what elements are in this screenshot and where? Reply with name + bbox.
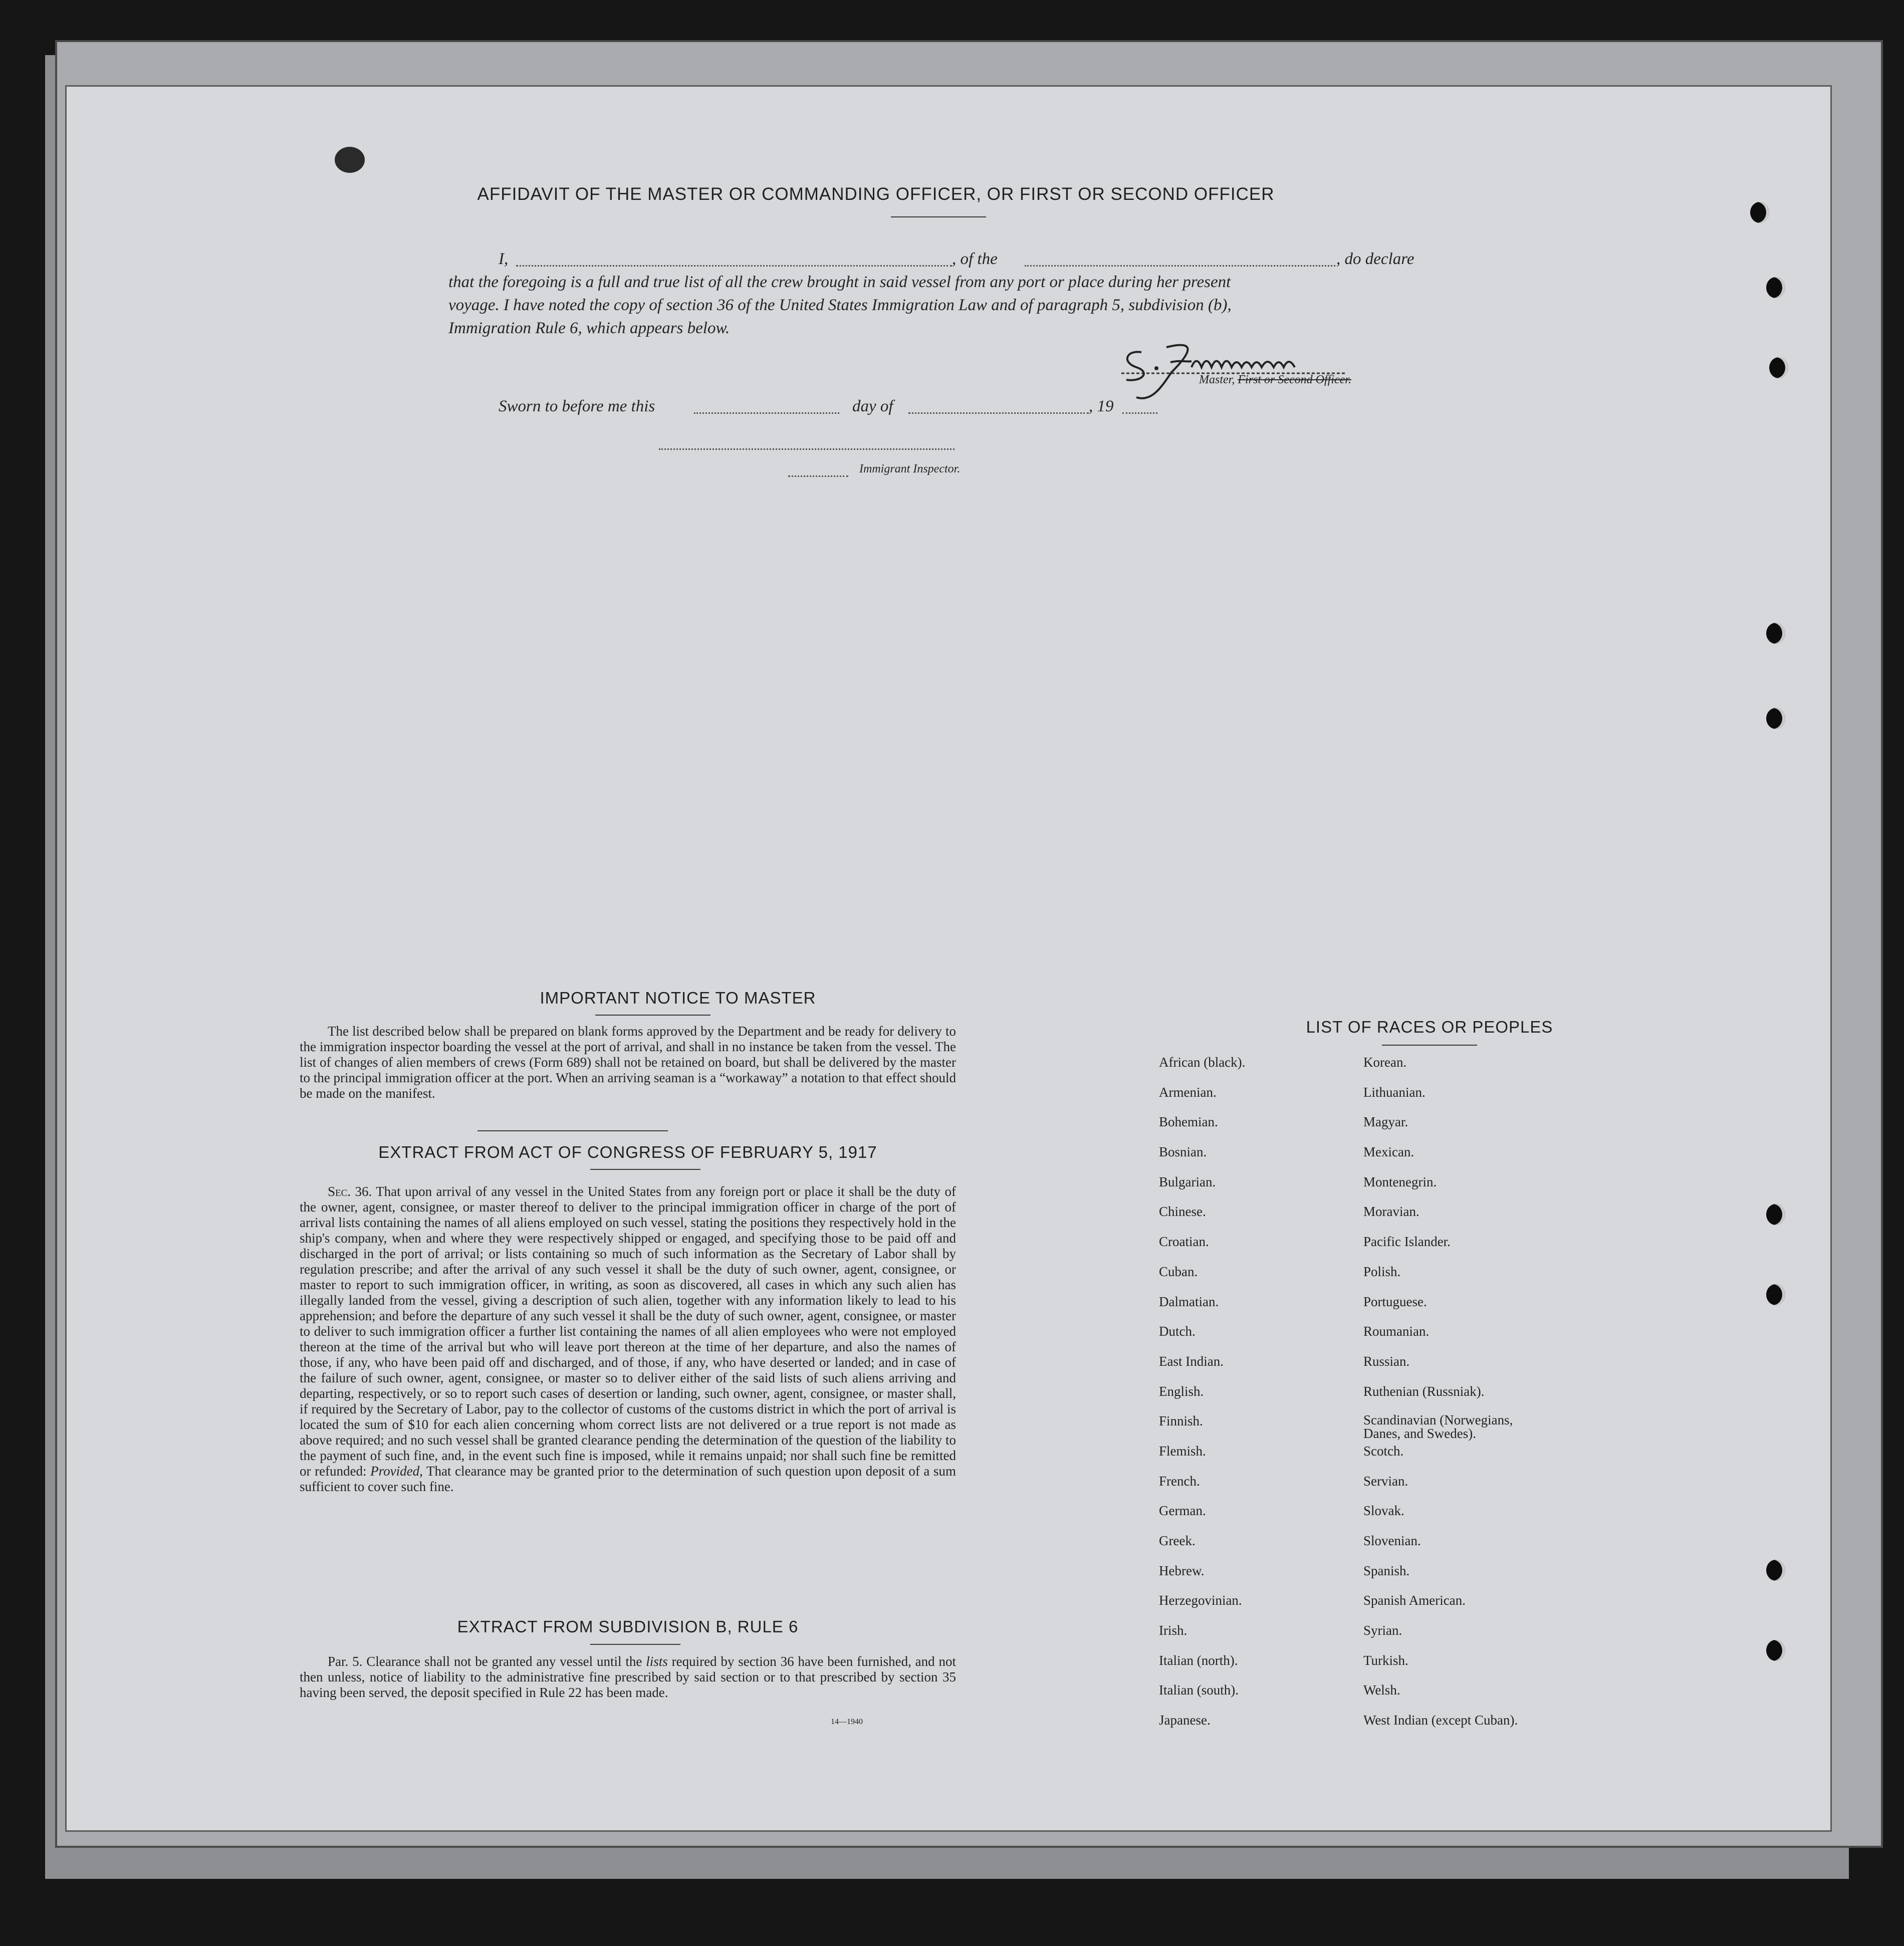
race-item: Spanish American. <box>1363 1593 1466 1608</box>
race-item: Portuguese. <box>1363 1294 1427 1309</box>
race-item: Herzegovinian. <box>1159 1593 1242 1608</box>
sworn-month-blank <box>908 412 1089 414</box>
struck-officer-label: First or Second Officer. <box>1238 373 1351 386</box>
races-left-column <box>1159 1055 1349 1743</box>
race-item: Russian. <box>1363 1353 1410 1369</box>
sworn-day-blank <box>694 412 839 414</box>
master-signature <box>1111 332 1362 397</box>
race-item: Dutch. <box>1159 1324 1196 1339</box>
race-item: Hebrew. <box>1159 1563 1205 1578</box>
race-item: French. <box>1159 1473 1200 1489</box>
race-item: Pacific Islander. <box>1363 1234 1451 1250</box>
race-item: Finnish. <box>1159 1413 1203 1429</box>
affidavit-line-4: Immigration Rule 6, which appears below. <box>448 319 730 337</box>
rule-text-block <box>300 1654 956 1700</box>
act-text-end: That clearance may be granted prior to the determination of such question upon deposit of a sum sufficient to cover such fine. <box>300 1464 957 1494</box>
binder-hole <box>1766 1560 1785 1581</box>
race-item: Moravian. <box>1363 1204 1419 1220</box>
sworn-label: Sworn to before me this <box>499 397 655 415</box>
races-right-column <box>1363 1055 1574 1743</box>
rule-text-a: Clearance shall not be granted any vessel until the <box>366 1654 642 1669</box>
race-item: East Indian. <box>1159 1353 1224 1369</box>
race-item: Bosnian. <box>1159 1144 1207 1160</box>
inspector-label: Immigrant Inspector. <box>859 462 961 475</box>
rule-text-b: required by section 36 have been furnished, and not then unless, notice of liability to the administrative fine prescribed by said section or to that prescribed by section 35 having been served, the deposit specified in Rule 22 has been made. <box>300 1654 957 1700</box>
of-the-label: , of the <box>952 250 998 268</box>
race-item: Lithuanian. <box>1363 1084 1425 1100</box>
inspector-signature-blank <box>659 448 955 450</box>
ink-stain <box>335 147 365 173</box>
binder-hole <box>1766 277 1785 298</box>
binder-hole <box>1750 202 1769 223</box>
sec-label: Sec. 36. <box>328 1184 372 1199</box>
races-divider <box>1382 1045 1477 1046</box>
act-title: EXTRACT FROM ACT OF CONGRESS OF FEBRUARY 5, 1917 <box>378 1143 877 1161</box>
provided-word: Provided, <box>370 1464 423 1479</box>
i-label: I, <box>499 250 509 268</box>
race-item: Slovak. <box>1363 1503 1404 1519</box>
race-item: Magyar. <box>1363 1114 1408 1130</box>
act-text-block <box>300 1184 956 1495</box>
rule-divider <box>590 1644 680 1645</box>
notice-text: The list described below shall be prepared on blank forms approved by the Department and be ready for delivery to the immigration inspector boarding the vessel at the port of arrival, and shall in no instance be taken from the vessel. The list of changes of alien members of crews (Form 689) shall not be retained on board, but shall be delivered by the master to the principal immigration officer at the port. When an arriving seaman is a “workaway” a notation to that effect should be made on the manifest. <box>300 1024 956 1101</box>
binder-hole <box>1766 1640 1785 1661</box>
race-item: Armenian. <box>1159 1084 1217 1100</box>
affidavit-title: AFFIDAVIT OF THE MASTER OR COMMANDING OFFICER, OR FIRST OR SECOND OFFICER <box>477 184 1275 204</box>
race-item: Italian (south). <box>1159 1682 1239 1698</box>
race-item: Roumanian. <box>1363 1324 1430 1339</box>
affidavit-line-3: voyage. I have noted the copy of section 36 of the United States Immigration Law and of paragraph 5, subdivision (b), <box>448 296 1232 314</box>
act-text: That upon arrival of any vessel in the United States from any foreign port or place it shall be the duty of the owner, agent, consignee, or master thereof to deliver to the principal immigration officer in charge of the port of arrival lists containing the names of all aliens employed on such vessel, stating the positions they respectively hold in the ship's company, when and where they were respectively shipped or engaged, and specifying those to be paid off and discharged in the port of arrival; or lists containing so much of such information as the Secretary of Labor shall by regulation prescribe; and after the arrival of any such vessel it shall be the duty of such owner, agent, consignee, or master to report to such immigration officer, in writing, as soon as discovered, all cases in which any such alien has illegally landed from the vessel, giving a description of such alien, together with any information likely to lead to his apprehension; and before the departure of any such vessel it shall be the duty of such owner, agent, consignee, or master to deliver to such immigration officer a further list containing the names of all alien employees who were not employed thereon at the time of the arrival but who will leave port thereon at the time of her departure, and also the names of those, if any, who have been paid off and discharged, and of those, if any, who have deserted or landed; and in case of the failure of such owner, agent, consignee, or master so to deliver either of the said lists of such aliens arriving and departing, respectively, or so to report such cases of desertion or landing, such owner, agent, consignee, or master shall, if required by the Secretary of Labor, pay to the collector of customs of the customs district in which the port of arrival is located the sum of $10 for each alien concerning whom correct lists are not delivered or a true report is not made as above required; and no such vessel shall be granted clearance pending the determination of the question of the liability to the payment of such fine, and, in the event such fine is imposed, while it remains unpaid; nor shall such fine be remitted or refunded: <box>300 1184 956 1479</box>
race-item: Bohemian. <box>1159 1114 1218 1130</box>
race-item: Mexican. <box>1363 1144 1414 1160</box>
race-item: Syrian. <box>1363 1623 1402 1638</box>
race-item: Slovenian. <box>1363 1533 1421 1548</box>
vessel-blank <box>1025 265 1335 267</box>
races-title: LIST OF RACES OR PEOPLES <box>1306 1018 1553 1036</box>
notice-title: IMPORTANT NOTICE TO MASTER <box>540 989 816 1007</box>
sworn-line <box>499 394 1200 418</box>
race-item: West Indian (except Cuban). <box>1363 1713 1518 1728</box>
binder-hole <box>1766 623 1785 644</box>
race-item: Cuban. <box>1159 1264 1198 1279</box>
day-of-label: day of <box>852 397 893 415</box>
race-item: Scotch. <box>1363 1443 1404 1458</box>
par-label: Par. 5. <box>328 1654 363 1669</box>
race-item: Spanish. <box>1363 1563 1410 1578</box>
race-item: Montenegrin. <box>1363 1174 1437 1189</box>
race-item: Dalmatian. <box>1159 1294 1219 1309</box>
inspector-prefix-blank <box>788 475 848 477</box>
race-item: African (black). <box>1159 1055 1246 1070</box>
race-item: Servian. <box>1363 1473 1408 1489</box>
race-item: Chinese. <box>1159 1204 1206 1220</box>
race-item: Bulgarian. <box>1159 1174 1216 1189</box>
binder-hole <box>1766 1284 1785 1305</box>
section-divider <box>478 1130 668 1131</box>
affidavit-line-1 <box>448 247 1481 271</box>
race-item: Croatian. <box>1159 1234 1209 1250</box>
race-item: Korean. <box>1363 1055 1407 1070</box>
form-number: 14—1940 <box>831 1718 863 1726</box>
do-declare-label: , do declare <box>1336 250 1414 268</box>
race-item: Japanese. <box>1159 1713 1211 1728</box>
race-item: Flemish. <box>1159 1443 1206 1458</box>
race-item: Irish. <box>1159 1623 1187 1638</box>
manifest-page <box>65 85 1832 1832</box>
year-label: , 19 <box>1089 397 1114 415</box>
master-label-line <box>1199 372 1351 387</box>
sworn-year-blank <box>1122 412 1157 414</box>
race-item: Welsh. <box>1363 1682 1400 1698</box>
binder-hole <box>1766 1204 1785 1225</box>
race-item: Ruthenian (Russniak). <box>1363 1383 1485 1399</box>
rule-title: EXTRACT FROM SUBDIVISION B, RULE 6 <box>457 1617 799 1636</box>
binder-hole <box>1769 357 1788 378</box>
name-blank <box>516 265 952 267</box>
race-item: German. <box>1159 1503 1206 1519</box>
master-label: Master, <box>1199 373 1235 386</box>
race-item: English. <box>1159 1383 1204 1399</box>
act-divider <box>590 1169 700 1170</box>
race-item: Italian (north). <box>1159 1652 1238 1668</box>
race-item: Turkish. <box>1363 1652 1408 1668</box>
binder-hole <box>1766 708 1785 729</box>
race-item: Scandinavian (Norwegians, Danes, and Swedes). <box>1363 1412 1513 1441</box>
race-item: Polish. <box>1363 1264 1401 1279</box>
affidavit-line-2: that the foregoing is a full and true list of all the crew brought in said vessel from any port or place during her present <box>448 273 1231 291</box>
notice-text-block <box>300 1024 956 1101</box>
notice-divider <box>595 1015 710 1016</box>
race-item: Greek. <box>1159 1533 1196 1548</box>
title-divider <box>891 216 986 217</box>
lists-word: lists <box>646 1654 668 1669</box>
